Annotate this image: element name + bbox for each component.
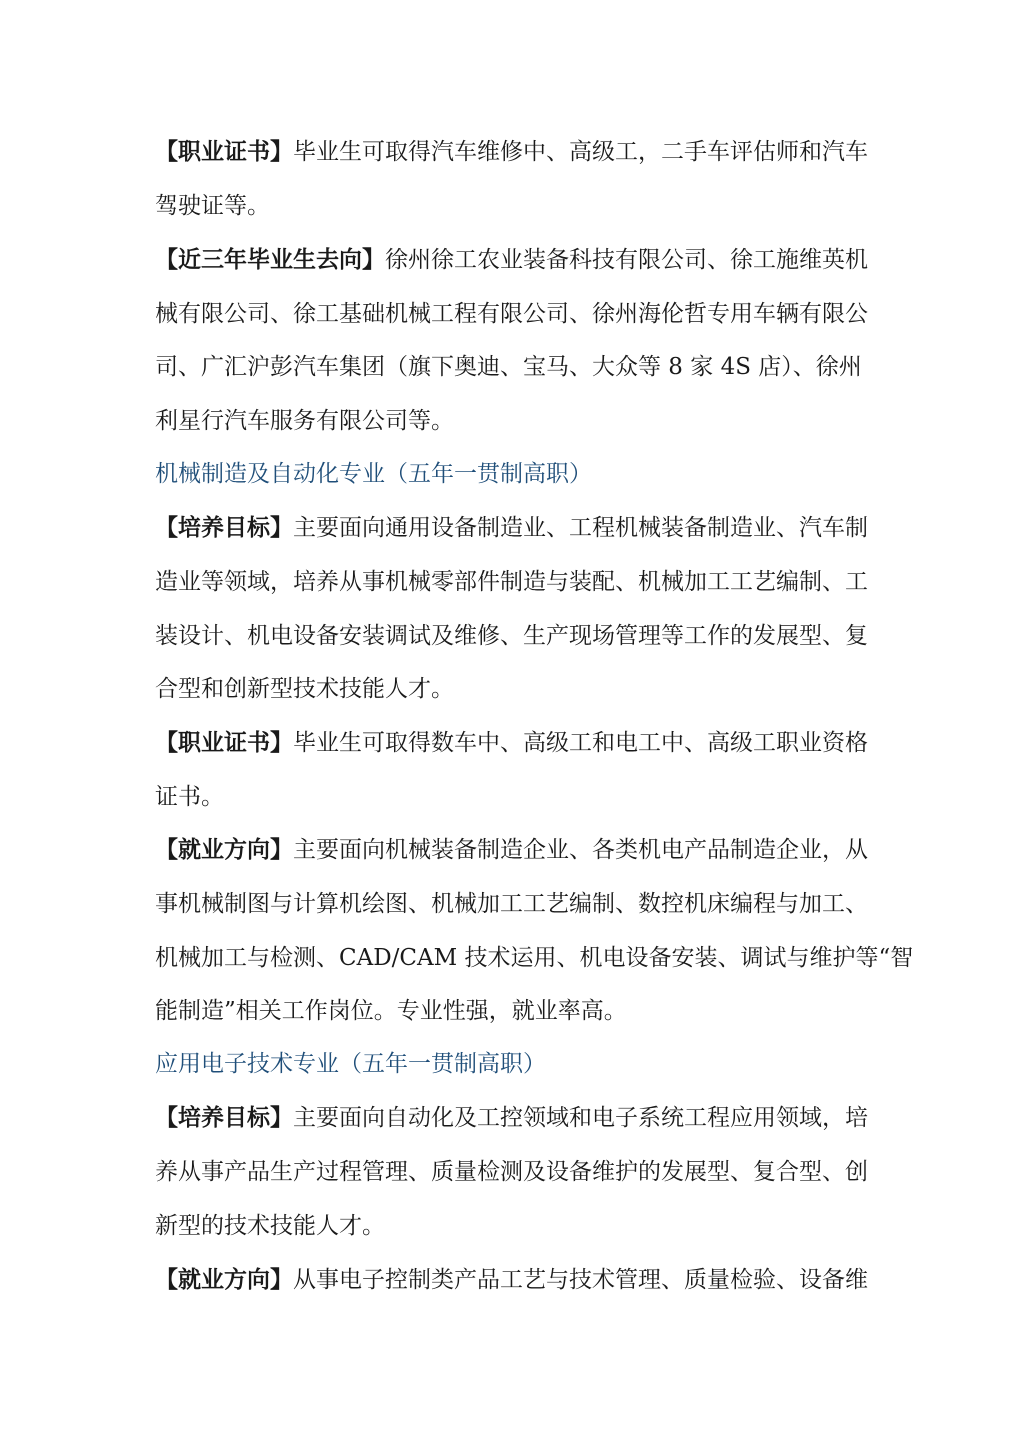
paragraph-text: 事机械制图与计算机绘图、机械加工工艺编制、数控机床编程与加工、: [155, 891, 868, 917]
paragraph-goal-mech-line1: [155, 513, 868, 543]
section-heading-electronics: 应用电子技术专业（五年一贯制高职）: [155, 1051, 546, 1077]
section-label: 【职业证书】: [155, 730, 293, 756]
paragraph-career-mech-line1: [155, 835, 868, 865]
paragraph-goal-mech-line3: [155, 621, 868, 651]
paragraph-text: 证书。: [155, 784, 224, 810]
paragraph-text: 装设计、机电设备安装调试及维修、生产现场管理等工作的发展型、复: [155, 623, 868, 649]
paragraph-text: 毕业生可取得汽车维修中、高级工，二手车评估师和汽车: [293, 139, 868, 165]
section-label: 【培养目标】: [155, 515, 293, 541]
paragraph-certificate-mech-line1: [155, 728, 868, 758]
paragraph-text: 械有限公司、徐工基础机械工程有限公司、徐州海伦哲专用车辆有限公: [155, 301, 868, 327]
paragraph-text: 新型的技术技能人才。: [155, 1213, 385, 1239]
paragraph-text: 主要面向通用设备制造业、工程机械装备制造业、汽车制: [293, 515, 868, 541]
paragraph-text: 毕业生可取得数车中、高级工和电工中、高级工职业资格: [293, 730, 868, 756]
paragraph-graduates-line4: [155, 406, 454, 436]
paragraph-text: 合型和创新型技术技能人才。: [155, 676, 454, 702]
paragraph-career-mech-line3: [155, 943, 913, 973]
paragraph-career-mech-line4: [155, 996, 627, 1026]
paragraph-text: 主要面向自动化及工控领域和电子系统工程应用领域，培: [293, 1105, 868, 1131]
paragraph-text: 利星行汽车服务有限公司等。: [155, 408, 454, 434]
paragraph-text: 驾驶证等。: [155, 193, 270, 219]
paragraph-certificate-mech-line2: [155, 782, 224, 812]
paragraph-graduates-line3: [155, 352, 862, 382]
paragraph-career-mech-line2: [155, 889, 868, 919]
section-heading-mechanical: 机械制造及自动化专业（五年一贯制高职）: [155, 461, 592, 487]
paragraph-career-elec-line1: [155, 1265, 868, 1295]
paragraph-text: 司、广汇沪彭汽车集团（旗下奥迪、宝马、大众等 8 家 4S 店）、徐州: [155, 354, 862, 380]
paragraph-text: 能制造”相关工作岗位。专业性强，就业率高。: [155, 998, 627, 1024]
section-label: 【就业方向】: [155, 1267, 293, 1293]
paragraph-text: 造业等领域，培养从事机械零部件制造与装配、机械加工工艺编制、工: [155, 569, 868, 595]
section-label: 【培养目标】: [155, 1105, 293, 1131]
paragraph-goal-elec-line2: [155, 1157, 868, 1187]
paragraph-graduates-line1: [155, 245, 868, 275]
paragraph-goal-mech-line4: [155, 674, 454, 704]
paragraph-graduates-line2: [155, 299, 868, 329]
paragraph-goal-elec-line1: [155, 1103, 868, 1133]
paragraph-text: 徐州徐工农业装备科技有限公司、徐工施维英机: [385, 247, 868, 273]
section-label: 【职业证书】: [155, 139, 293, 165]
paragraph-goal-mech-line2: [155, 567, 868, 597]
paragraph-text: 主要面向机械装备制造企业、各类机电产品制造企业，从: [293, 837, 868, 863]
paragraph-text: 机械加工与检测、CAD/CAM 技术运用、机电设备安装、调试与维护等“智: [155, 945, 914, 971]
section-label: 【近三年毕业生去向】: [155, 247, 385, 273]
paragraph-text: 从事电子控制类产品工艺与技术管理、质量检验、设备维: [293, 1267, 868, 1293]
section-label: 【就业方向】: [155, 837, 293, 863]
paragraph-text: 养从事产品生产过程管理、质量检测及设备维护的发展型、复合型、创: [155, 1159, 868, 1185]
paragraph-goal-elec-line3: [155, 1211, 385, 1241]
paragraph-certificate-auto-line1: [155, 137, 868, 167]
paragraph-certificate-auto-line2: [155, 191, 270, 221]
